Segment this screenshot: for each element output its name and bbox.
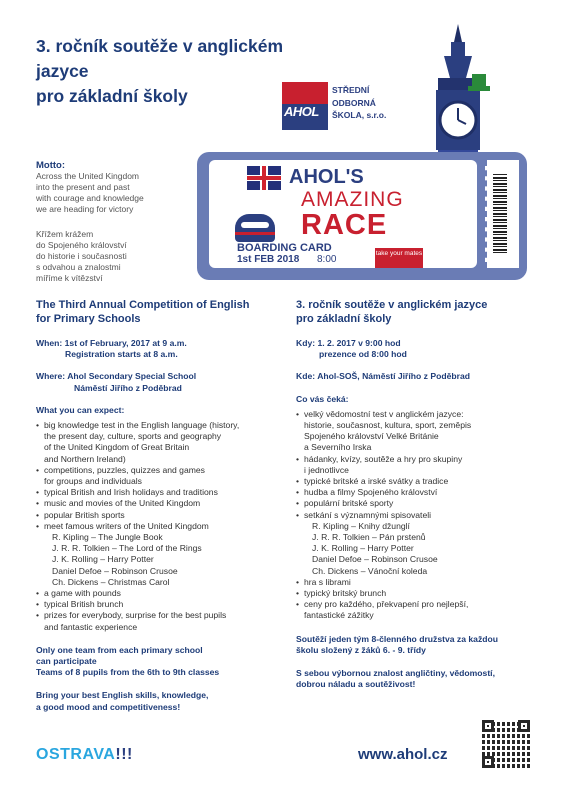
motto-cz-line: s odvahou a znalostmi [36, 262, 121, 272]
motto-czech [36, 229, 186, 284]
expect-title: What you can expect: [36, 404, 125, 415]
list-item: • ceny pro každého, překvapení pro nejlepší, fantastické zážitky [296, 599, 528, 621]
kdy-label: Kdy: [296, 338, 316, 348]
card-stub [485, 160, 519, 268]
list-item: • a game with pounds [36, 588, 291, 599]
title-line-1: 3. ročník soutěže v anglickém jazyce [36, 36, 284, 81]
train-icon [235, 214, 275, 242]
when-block [36, 338, 291, 360]
boarding-card-graphic [197, 152, 527, 282]
race-title-3: RACE [301, 209, 388, 241]
english-column [36, 298, 291, 713]
ostrava-label [36, 746, 133, 764]
kde-label: Kde: [296, 371, 316, 382]
motto-en-line: Across the United Kingdom [36, 171, 139, 181]
logo-line-2: ODBORNÁ [332, 97, 376, 108]
race-title-2: AMAZING [301, 188, 404, 211]
english-title-line: The Third Annual Competition of English [36, 299, 250, 311]
motto-en-line: we are heading for victory [36, 204, 134, 214]
list-item: • typical British and Irish holidays and traditions [36, 487, 291, 498]
where-value: Ahol Secondary Special School [67, 371, 197, 382]
when-label: When: [36, 338, 63, 348]
list-item: • hra s librami [296, 577, 528, 588]
motto-cz-line: Křížem krážem [36, 229, 94, 239]
when-value: 1st of February, 2017 at 9 a.m. [64, 338, 187, 348]
where-label: Where: [36, 371, 66, 382]
where-value-2: Náměstí Jiřího z Poděbrad [74, 382, 182, 393]
take-your-mates-badge: take your mates [375, 248, 423, 268]
barcode [493, 174, 507, 254]
english-title-line: for Primary Schools [36, 313, 141, 325]
union-jack-icon [247, 166, 281, 190]
website-link[interactable]: www.ahol.cz [358, 746, 448, 763]
motto-heading: Motto: [36, 160, 66, 171]
list-item: • prizes for everybody, surprise for the best pupils and fantastic experience [36, 610, 291, 632]
city-exclamation: !!! [115, 746, 133, 763]
logo-line-1: STŘEDNÍ [332, 85, 370, 95]
list-item: • competitions, puzzles, quizzes and games for groups and individuals [36, 465, 291, 487]
list-item: • hudba a filmy Spojeného království [296, 487, 528, 498]
czech-column [296, 298, 528, 690]
bring-info-cz: S sebou výbornou znalost angličtiny, vědomostí, dobrou náladu a soutěživost! [296, 668, 495, 690]
list-item: • typický britský brunch [296, 588, 528, 599]
logo-mark-text: AHOL [284, 104, 319, 119]
team-info: Only one team from each primary school can participate Teams of 8 pupils from the 6th to 9th classes [36, 644, 220, 678]
ahol-logo [282, 82, 397, 134]
list-item: • velký vědomostní test v anglickém jazyce: historie, současnost, kultura, sport, zeměpis Spojeného království Velké Británie a Severního Irska [296, 409, 528, 454]
motto-cz-line: míříme k vítězství [36, 273, 103, 283]
czech-title [296, 298, 528, 326]
motto-cz-line: do historie i současnosti [36, 251, 127, 261]
prezence-text: prezence od 8:00 hod [319, 349, 407, 360]
registration-text: Registration starts at 8 a.m. [65, 349, 178, 360]
czech-title-line: pro základní školy [296, 313, 392, 325]
qr-code-icon[interactable] [482, 720, 530, 768]
boarding-card-label: BOARDING CARD [237, 242, 332, 254]
boarding-time: 8:00 [317, 254, 337, 265]
list-item: • setkání s významnými spisovateli R. Kipling – Knihy džunglí J. R. R. Tolkien – Pán prstenů J. K. Rolling – Harry Potter Daniel Defoe – Robinson Crusoe Ch. Dickens – Vánoční koleda [296, 510, 528, 577]
list-item: • populární britské sporty [296, 498, 528, 509]
kde-value: Ahol-SOŠ, Náměstí Jiřího z Poděbrad [317, 371, 470, 382]
list-item: • typical British brunch [36, 599, 291, 610]
list-item: • big knowledge test in the English language (history, the present day, culture, sports and geography of the United Kingdom of Great Britain and Northern Ireland) [36, 420, 291, 465]
logo-line-3: ŠKOLA, s.r.o. [332, 110, 387, 120]
ceka-list [296, 409, 528, 622]
motto-cz-line: do Spojeného království [36, 240, 127, 250]
team-info-cz: Soutěží jeden tým 8-členného družstva za každou školu složený z žáků 6. - 9. třídy [296, 633, 498, 655]
expect-list [36, 420, 291, 633]
list-item: • music and movies of the United Kingdom [36, 498, 291, 509]
bring-info: Bring your best English skills, knowledge, a good mood and competitiveness! [36, 690, 209, 712]
logo-school-name [332, 84, 386, 122]
list-item: • hádanky, kvízy, soutěže a hry pro skupiny i jednotlivce [296, 454, 528, 476]
list-item: • popular British sports [36, 510, 291, 521]
where-block [36, 371, 291, 393]
kdy-block [296, 338, 528, 360]
ceka-title: Co vás čeká: [296, 393, 349, 404]
czech-title-line: 3. ročník soutěže v anglickém jazyce [296, 299, 488, 311]
motto-en-line: with courage and knowledge [36, 193, 144, 203]
kde-block [296, 371, 528, 382]
boarding-date: 1st FEB 2018 [237, 254, 300, 265]
race-title-1: AHOL'S [289, 166, 364, 188]
kdy-value: 1. 2. 2017 v 9:00 hod [317, 338, 401, 348]
list-item: • meet famous writers of the United Kingdom R. Kipling – The Jungle Book J. R. R. Tolkien – The Lord of the Rings J. K. Rolling – Harry Potter Daniel Defoe – Robinson Crusoe Ch. Dickens – Christmas Carol [36, 521, 291, 588]
list-item: • typické britské a irské svátky a tradice [296, 476, 528, 487]
logo-mark [282, 82, 328, 130]
city-name: OSTRAVA [36, 746, 116, 763]
english-title [36, 298, 291, 326]
motto-en-line: into the present and past [36, 182, 130, 192]
motto-english [36, 171, 186, 215]
title-line-2: pro základní školy [36, 86, 188, 106]
